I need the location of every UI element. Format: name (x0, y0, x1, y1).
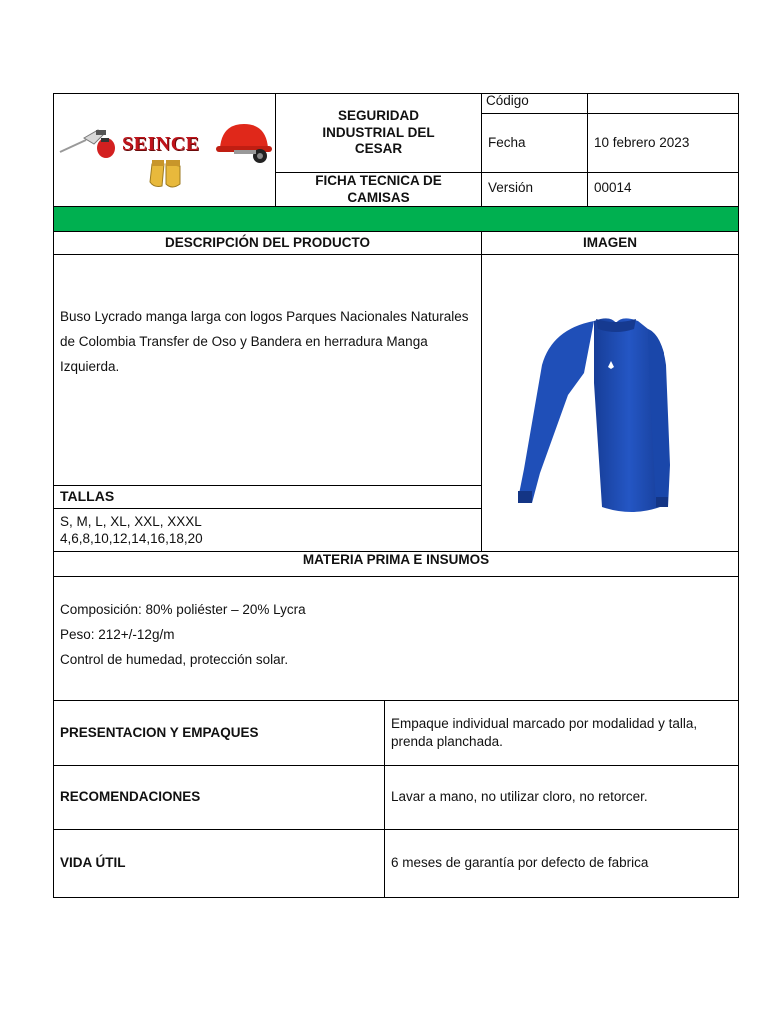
row-value-vida-util: 6 meses de garantía por defecto de fabrica (391, 855, 649, 871)
image-heading: IMAGEN (583, 234, 637, 250)
field-value-version: 00014 (594, 179, 632, 195)
row-value-recomendaciones: Lavar a mano, no utilizar cloro, no retorcer. (391, 789, 648, 805)
row-label-presentacion: PRESENTACION Y EMPAQUES (60, 724, 259, 740)
fire-extinguisher-icon (60, 130, 115, 158)
hard-hat-icon (216, 124, 272, 163)
product-description: Buso Lycrado manga larga con logos Parques Nacionales Naturales de Colombia Transfer de Oso y Bandera en herradura Manga Izquierda. (60, 309, 469, 374)
row-label-vida-util: VIDA ÚTIL (60, 855, 126, 871)
logo-wordmark: SEINCE (122, 133, 200, 155)
company-logo (54, 94, 275, 206)
field-label-fecha: Fecha (488, 134, 526, 150)
sizes-heading: TALLAS (60, 488, 115, 505)
document-title: FICHA TECNICA DE CAMISAS (315, 172, 442, 205)
long-sleeve-shirt-icon (482, 255, 738, 551)
field-value-fecha: 10 febrero 2023 (594, 134, 690, 150)
materials-line: Control de humedad, protección solar. (60, 652, 289, 667)
materials-line: Composición: 80% poliéster – 20% Lycra (60, 602, 306, 617)
product-image (482, 255, 738, 551)
sizes-kids: 4,6,8,10,12,14,16,18,20 (60, 531, 203, 546)
row-value-presentacion: Empaque individual marcado por modalidad y talla, prenda planchada. (391, 716, 698, 749)
green-band (54, 207, 738, 231)
row-label-recomendaciones: RECOMENDACIONES (60, 789, 201, 805)
field-label-codigo: Código (486, 93, 529, 108)
sizes-adult: S, M, L, XL, XXL, XXXL (60, 514, 202, 529)
description-heading: DESCRIPCIÓN DEL PRODUCTO (164, 234, 371, 250)
field-label-version: Versión (488, 179, 534, 195)
company-name: SEGURIDAD INDUSTRIAL DEL CESAR (322, 107, 435, 157)
gloves-icon (150, 160, 180, 187)
materials-heading: MATERIA PRIMA E INSUMOS (302, 551, 490, 567)
materials-line: Peso: 212+/-12g/m (60, 627, 175, 642)
